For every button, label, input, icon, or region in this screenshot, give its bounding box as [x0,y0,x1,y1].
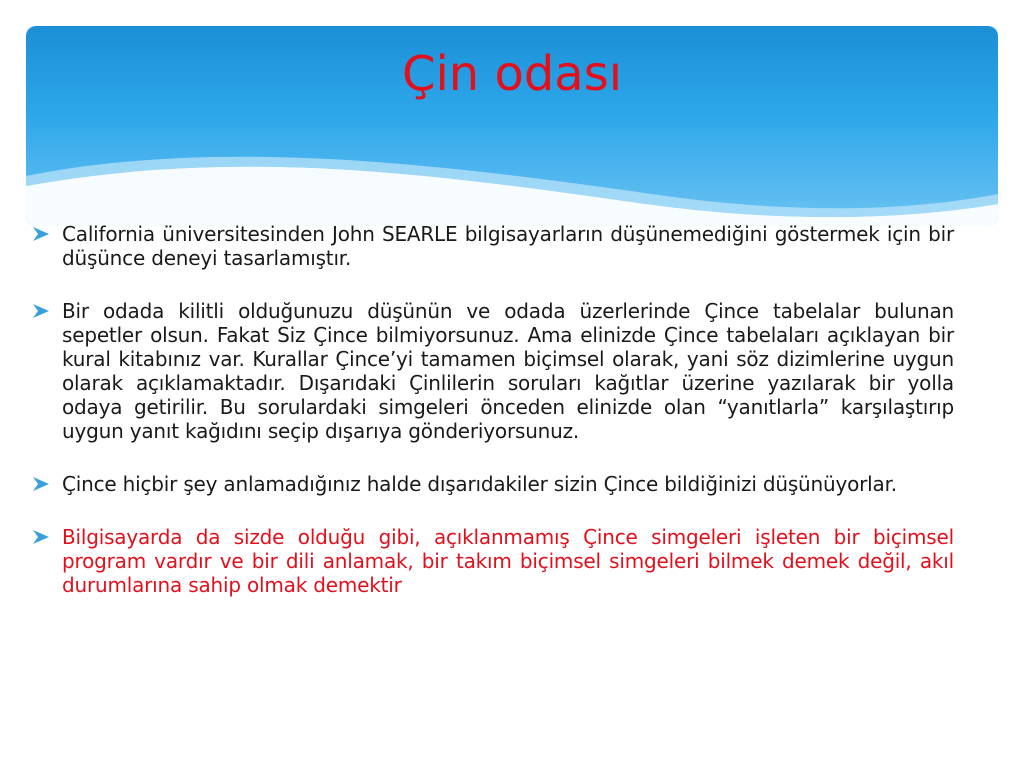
bullet-text: Bilgisayarda da sizde olduğu gibi, açıklanmamış Çince simgeleri işleten bir biçimsel program vardır ve bir dili anlamak, bir takım biçimsel simgeleri bilmek demek değil, akıl durumlarına sahip olmak demektir [62,525,954,597]
arrow-bullet-icon [32,226,50,242]
bullet-item [32,472,954,496]
bullet-text: Çince hiçbir şey anlamadığınız halde dışarıdakiler sizin Çince bildiğinizi düşünüyorlar. [62,472,897,496]
bullet-item [32,525,954,597]
slide-title: Çin odası [401,46,623,102]
arrow-bullet-icon [32,303,50,319]
bullet-item [32,222,954,270]
bullet-text: California üniversitesinden John SEARLE bilgisayarların düşünemediğini göstermek için bir düşünce deneyi tasarlamıştır. [62,222,954,270]
bullet-text: Bir odada kilitli olduğunuzu düşünün ve odada üzerlerinde Çince tabelalar bulunan sepetler olsun. Fakat Siz Çince bilmiyorsunuz. Ama elinizde Çince tabelaları açıklayan bir kural kitabınız var. Kurallar Çince’yi tamamen biçimsel olarak, yani söz dizimlerine uygun olarak açıklamaktadır. Dışarıdaki Çinlilerin soruları kağıtlar üzerine yazılarak bir yolla odaya getirilir. Bu sorulardaki simgeleri önceden elinizde olan “yanıtlarla” karşılaştırıp uygun yanıt kağıdını seçip dışarıya gönderiyorsunuz. [62,299,954,443]
arrow-bullet-icon [32,476,50,492]
bullet-item [32,299,954,443]
arrow-bullet-icon [32,529,50,545]
bullet-list [32,222,954,626]
